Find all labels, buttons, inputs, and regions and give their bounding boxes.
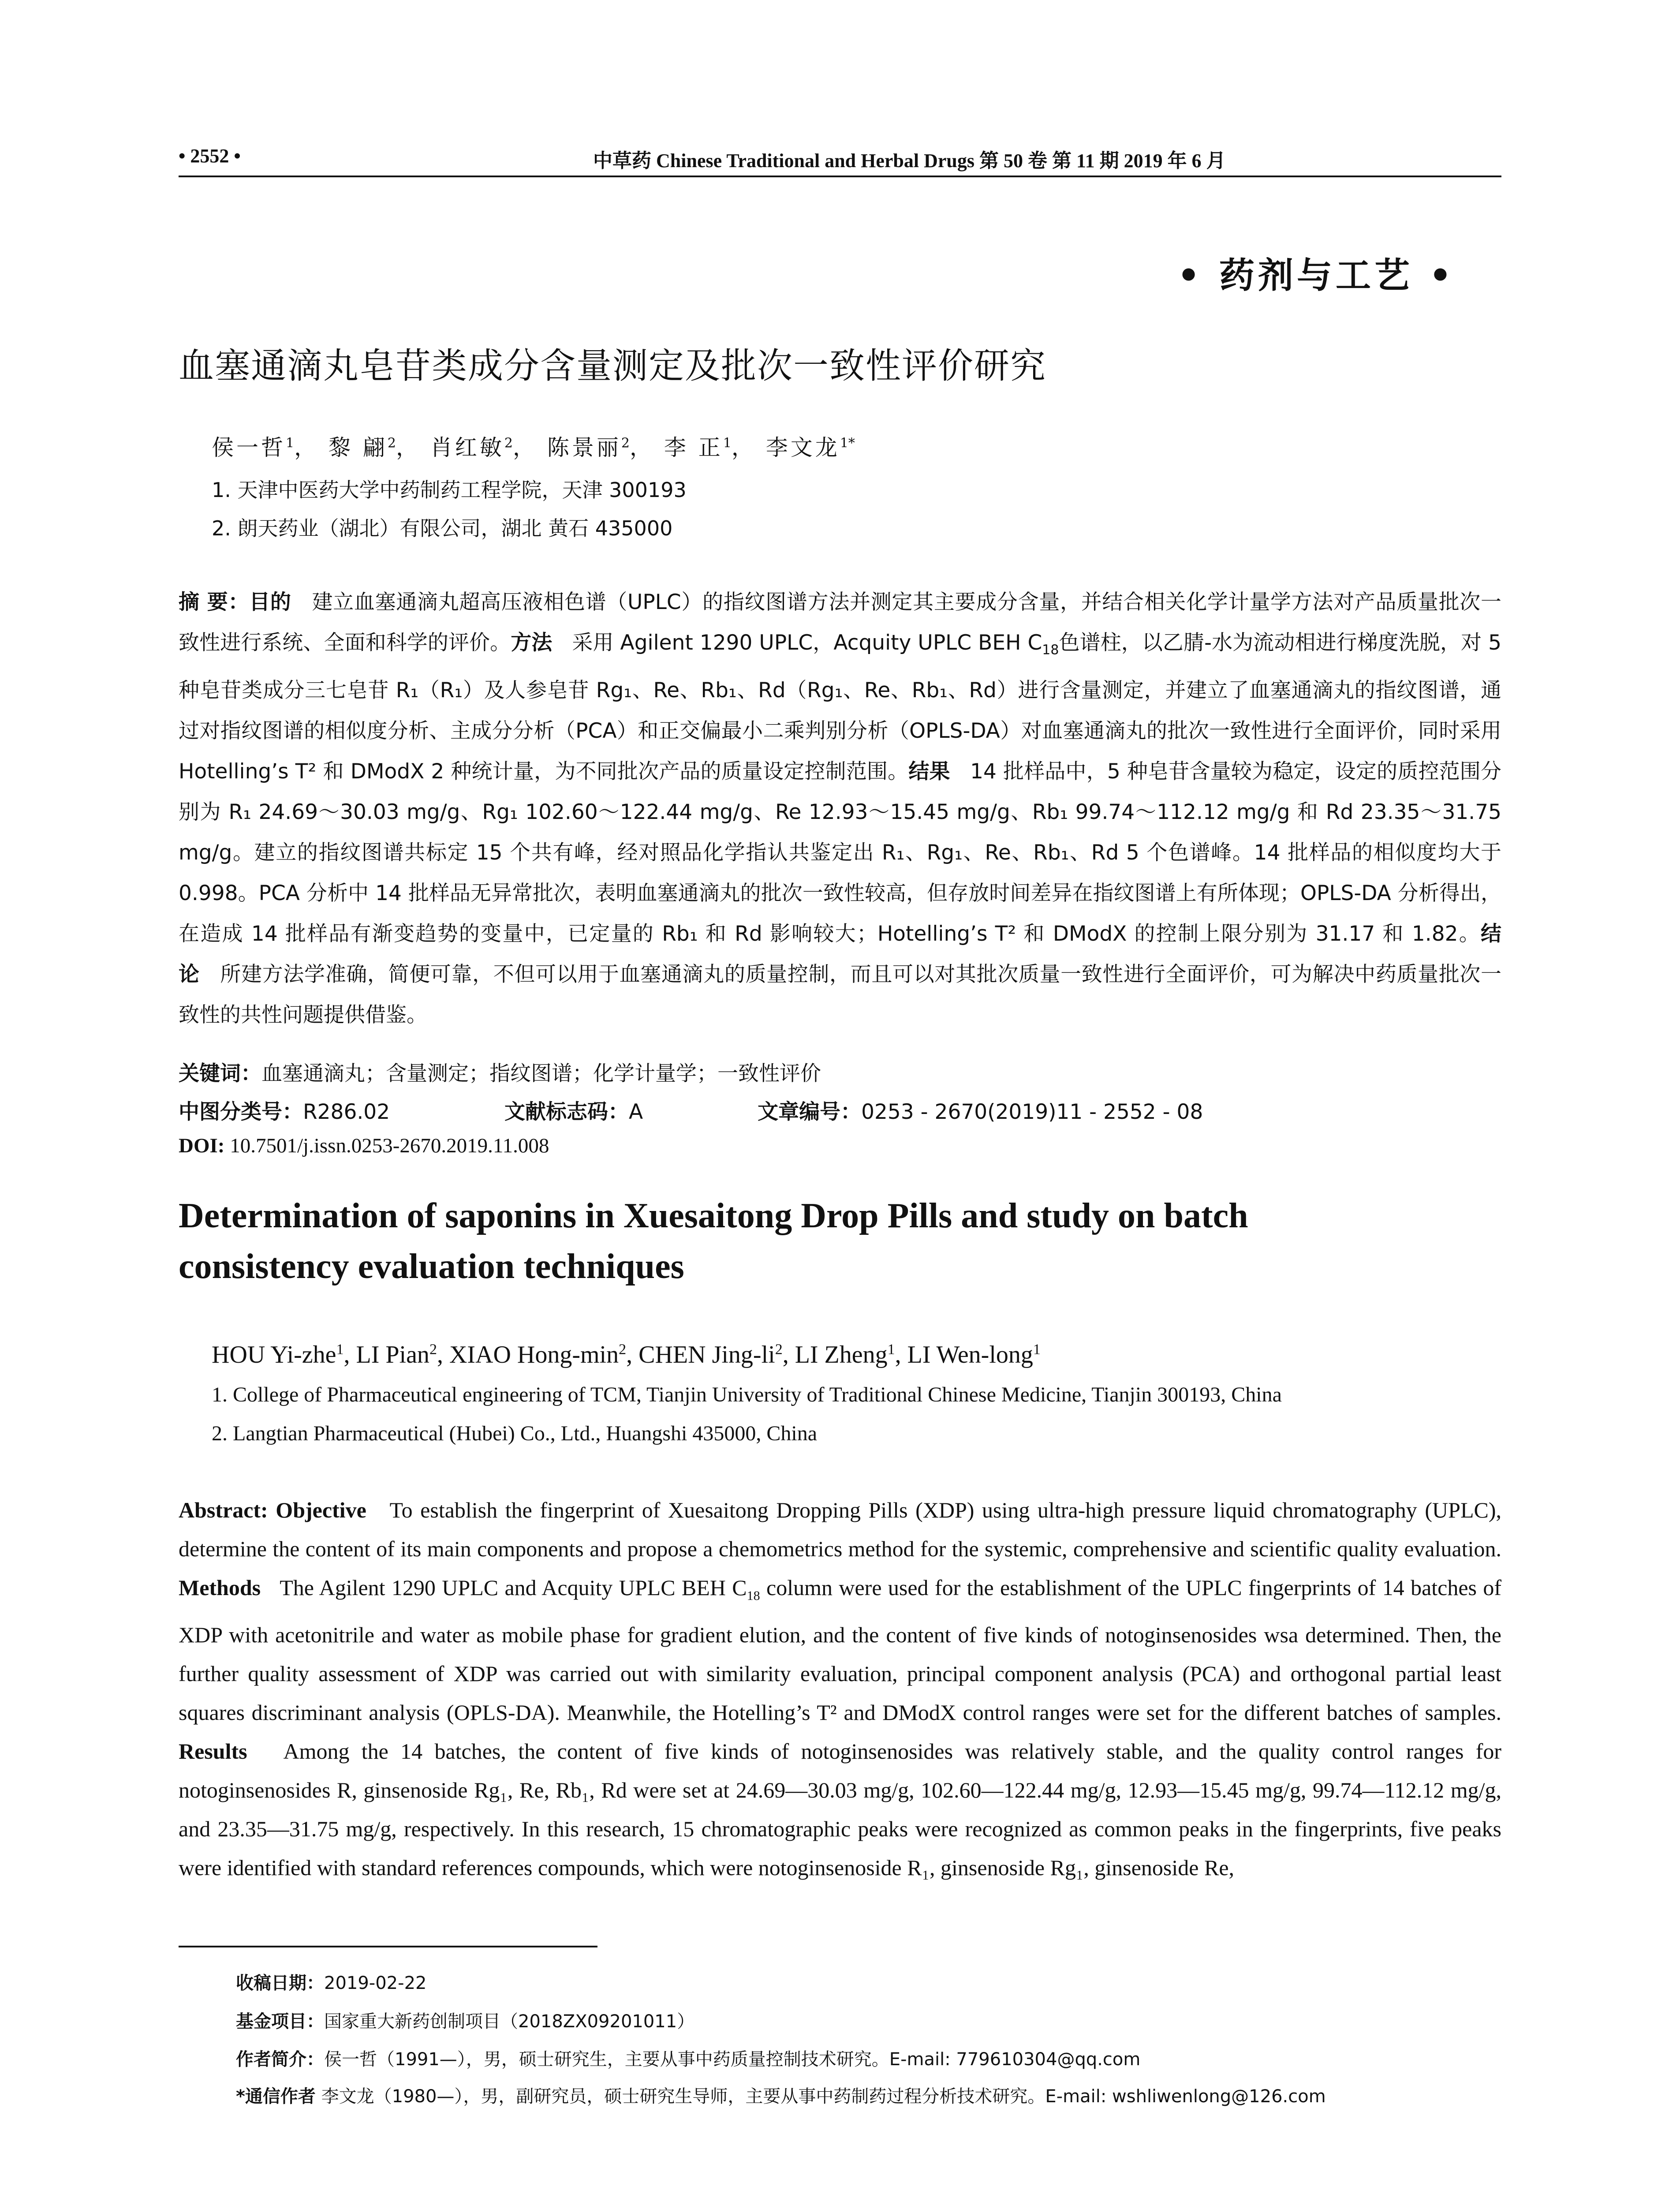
classification-label: 中图分类号： xyxy=(179,1100,303,1124)
affiliation-en: 1. College of Pharmaceutical engineering of TCM, Tianjin University of Traditional Chinese Medicine, Tianjin 300193, China xyxy=(212,1383,1282,1406)
author-en: LI Wen-long xyxy=(907,1341,1033,1368)
results-text: 14 批样品中，5 种皂苷含量较为稳定，设定的质控范围分别为 R₁ 24.69～30.03 mg/g、Rg₁ 102.60～122.44 mg/g、Re 12.93～15.45 mg/g、Rb₁ 99.74～112.12 mg/g 和 Rd 23.35～31.75 mg/g。建立的指纹图谱共标定 15 个共有峰，经对照品化学指认共鉴定出 R₁、Rg₁、Re、Rb₁、Rd 5 个色谱峰。14 批样品的相似度均大于 0.998。PCA 分析中 14 批样品无异常批次，表明血塞通滴丸的批次一致性较高，但存放时间差异在指纹图谱上有所体现；OPLS-DA 分析得出，在造成 14 批样品有渐变趋势的变量中，已定量的 Rb₁ 和 Rd 影响较大；Hotelling’s T² 和 DModX 的控制上限分别为 31.17 和 1.82。 xyxy=(179,759,1501,946)
article-no-label: 文章编号： xyxy=(758,1100,862,1124)
author-en: HOU Yi-zhe xyxy=(212,1341,336,1368)
abstract-label: 摘 要： xyxy=(179,590,250,614)
subscript: 18 xyxy=(1042,642,1059,658)
affiliation-cn: 1. 天津中医药大学中药制药工程学院，天津 300193 xyxy=(212,478,687,502)
running-header xyxy=(179,140,1501,176)
methods-text: 色谱柱，以乙腈-水为流动相进行梯度洗脱，对 5 种皂苷类成分三七皂苷 R₁（R₁）及人参皂苷 Rg₁、Re、Rb₁、Rd（Rg₁、Re、Rb₁、Rd）进行含量测定，并建立了血塞通滴丸的指纹图谱，通过对指纹图谱的相似度分析、主成分分析（PCA）和正交偏最小二乘判别分析（OPLS-DA）对血塞通滴丸的批次一致性进行全面评价，同时采用 Hotelling’s T² 和 DModX 2 种统计量，为不同批次产品的质量设定控制范围。 xyxy=(179,631,1501,784)
keywords-text: 血塞通滴丸；含量测定；指纹图谱；化学计量学；一致性评价 xyxy=(261,1061,821,1086)
results-text: Among the 14 batches, the content of five kinds of notoginsenosides was relatively stable, and the quality control ranges for notoginsenosides R, ginsenoside Rg₁, Re, Rb₁, Rd were set at 24.69—30.03 mg/g, 102.60—122.44 mg/g, 12.93—15.45 mg/g, 99.74—112.12 mg/g, and 23.35—31.75 mg/g, respectively. In this research, 15 chromatographic peaks were recognized as common peaks in the fingerprints, five peaks were identified with standard references compounds, which were notoginsenoside R₁, ginsenoside Rg₁, ginsenoside Re, xyxy=(179,1739,1502,1880)
footnote-label: 收稿日期： xyxy=(236,1973,324,1993)
subscript: 18 xyxy=(747,1588,760,1603)
author-en: CHEN Jing-li xyxy=(638,1341,775,1368)
author-affil-mark: 2 xyxy=(387,435,396,451)
footnote-label: 基金项目： xyxy=(236,2011,324,2032)
objective-label: Objective xyxy=(276,1498,366,1522)
author-affil-mark: 1* xyxy=(840,435,855,451)
title-en-line: Determination of saponins in Xuesaitong Drop Pills and study on batch xyxy=(179,1196,1248,1235)
doi xyxy=(179,1134,549,1158)
author-cn: 陈景丽 xyxy=(547,435,621,460)
conclusion-label: 结论 xyxy=(179,922,1501,987)
author-affil-mark: 1 xyxy=(887,1341,895,1358)
author-cn: 李文龙 xyxy=(765,435,840,460)
footnote-text: 国家重大新药创制项目（2018ZX09201011） xyxy=(324,2011,695,2032)
author-affil-mark: 2 xyxy=(504,435,513,451)
journal-title: 中草药 Chinese Traditional and Herbal Drugs 第 50 卷 第 11 期 2019 年 6 月 xyxy=(593,150,1226,172)
doc-code-label: 文献标志码： xyxy=(504,1100,629,1124)
header-rule xyxy=(179,176,1501,177)
objective-text: To establish the fingerprint of Xuesaitong Dropping Pills (XDP) using ultra-high pressure liquid chromatography (UPLC), determine the content of its main components and propose a chemometrics method for the systemic, comprehensive and scientific quality evaluation. xyxy=(179,1498,1502,1561)
abstract-label: Abstract: xyxy=(179,1498,276,1522)
authors-cn: 侯一哲$^1$， 黎 翩$^2$， 肖红敏$^2$， 陈景丽$^2$， 李 正$^1$， 李文龙$^{1*}$ xyxy=(212,435,855,460)
keywords-label: 关键词： xyxy=(179,1061,261,1086)
abstract-cn xyxy=(179,582,1501,1035)
footnote-funding xyxy=(236,2007,694,2033)
methods-text: column were used for the establishment of the UPLC fingerprints of 14 batches of XDP with acetonitrile and water as mobile phase for gradient elution, and the content of five kinds of notoginsenosides wsa determined. Then, the further quality assessment of XDP was carried out with similarity evaluation, principal component analysis (PCA) and orthogonal partial least squares discriminant analysis (OPLS-DA). Meanwhile, the Hotelling’s T² and DModX control ranges were set for the different batches of samples. xyxy=(179,1575,1502,1725)
author-affil-mark: 2 xyxy=(775,1341,783,1358)
footnote-label: *通信作者 xyxy=(236,2086,316,2107)
methods-text: The Agilent 1290 UPLC and Acquity UPLC BEH C xyxy=(280,1575,747,1600)
authors-en: HOU Yi-zhe$^1$, LI Pian$^2$, XIAO Hong-$\min^2$, CHEN Jing-$li^2$, LI Zheng$^1$, LI Wen-long$^1$ xyxy=(212,1341,1041,1368)
classification-row xyxy=(179,1095,1203,1125)
classification-value: R286.02 xyxy=(303,1100,390,1124)
author-en: LI Zheng xyxy=(795,1341,888,1368)
footnote-text: 李文龙（1980—），男，副研究员，硕士研究生导师，主要从事中药制药过程分析技术研究。E-mail: wshliwenlong@126.com xyxy=(315,2086,1326,2107)
footnote-corresponding xyxy=(236,2082,1326,2108)
author-affil-mark: 2 xyxy=(621,435,630,451)
objective-label: 目的 xyxy=(249,590,291,614)
author-en: XIAO Hong-min xyxy=(449,1341,619,1368)
affiliation-en: 2. Langtian Pharmaceutical (Hubei) Co., Ltd., Huangshi 435000, China xyxy=(212,1422,818,1445)
abstract-en xyxy=(179,1491,1501,1887)
author-affil-mark: 2 xyxy=(619,1341,627,1358)
footnote-text: 2019-02-22 xyxy=(324,1973,427,1993)
objective-text: 建立血塞通滴丸超高压液相色谱（UPLC）的指纹图谱方法并测定其主要成分含量，并结合相关化学计量学方法对产品质量批次一致性进行系统、全面和科学的评价。 xyxy=(179,590,1501,655)
author-cn: 肖红敏 xyxy=(430,435,504,460)
results-label: Results xyxy=(179,1739,247,1764)
page-number: • 2552 • xyxy=(179,145,241,167)
doc-code-value: A xyxy=(629,1100,643,1124)
title-cn: 血塞通滴丸皂苷类成分含量测定及批次一致性评价研究 xyxy=(179,345,1046,386)
results-label: 结果 xyxy=(908,759,950,784)
author-affil-mark: 1 xyxy=(723,435,732,451)
footnote-received xyxy=(236,1969,426,1994)
methods-label: Methods xyxy=(179,1575,261,1600)
section-heading: • 药剂与工艺 • xyxy=(1177,254,1455,296)
footnote-label: 作者简介： xyxy=(236,2049,324,2070)
author-affil-mark: 1 xyxy=(1033,1341,1041,1358)
title-en-line: consistency evaluation techniques xyxy=(179,1247,684,1286)
author-affil-mark: 2 xyxy=(429,1341,437,1358)
keywords xyxy=(179,1057,821,1087)
methods-text: 采用 Agilent 1290 UPLC，Acquity UPLC BEH C xyxy=(572,631,1042,655)
doi-label: DOI: xyxy=(179,1134,225,1157)
author-cn: 侯一哲 xyxy=(212,435,286,460)
title-en xyxy=(179,1191,1501,1292)
author-affil-mark: 1 xyxy=(286,435,295,451)
author-affil-mark: 1 xyxy=(336,1341,344,1358)
conclusion-text: 所建方法学准确，简便可靠，不但可以用于血塞通滴丸的质量控制，而且可以对其批次质量一致性进行全面评价，可为解决中药质量批次一致性的共性问题提供借鉴。 xyxy=(179,962,1502,1028)
footnote-rule xyxy=(179,1946,597,1947)
doi-value: 10.7501/j.issn.0253-2670.2019.11.008 xyxy=(224,1134,549,1157)
footnote-author-bio xyxy=(236,2045,1140,2070)
author-cn: 黎 翩 xyxy=(329,435,388,460)
affiliation-cn: 2. 朗天药业（湖北）有限公司，湖北 黄石 435000 xyxy=(212,516,673,540)
author-en: LI Pian xyxy=(356,1341,429,1368)
author-cn: 李 正 xyxy=(664,435,723,460)
methods-label: 方法 xyxy=(511,631,553,655)
article-no-value: 0253 - 2670(2019)11 - 2552 - 08 xyxy=(861,1100,1203,1124)
footnote-text: 侯一哲（1991—），男，硕士研究生，主要从事中药质量控制技术研究。E-mail: 779610304@qq.com xyxy=(324,2049,1141,2070)
